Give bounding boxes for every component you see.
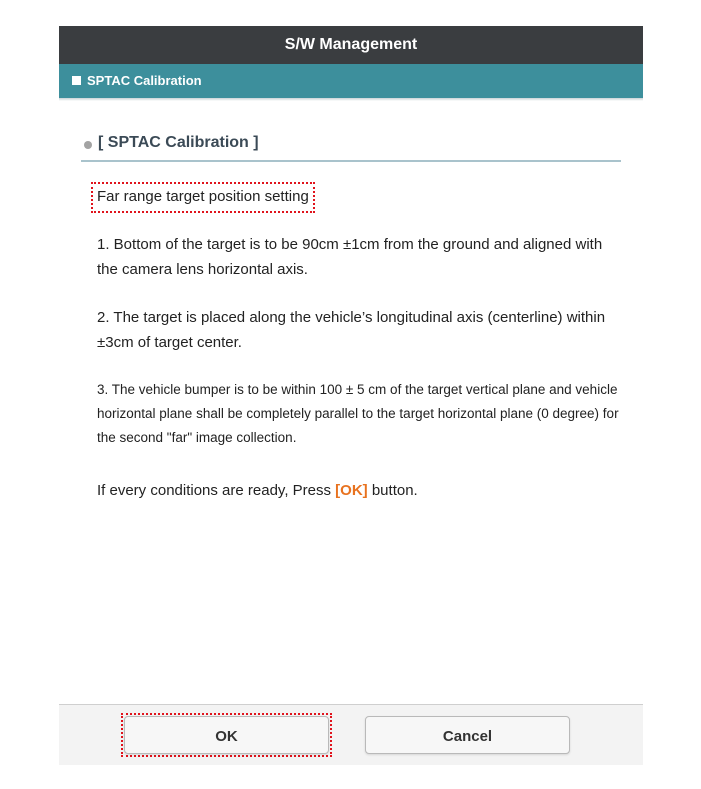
instruction-prefix: If every conditions are ready, Press (97, 482, 336, 499)
button-bar (59, 704, 643, 765)
instruction-text (97, 478, 627, 503)
square-bullet-icon (72, 76, 81, 85)
instruction-suffix: button. (367, 482, 418, 499)
cancel-button[interactable]: Cancel (365, 716, 570, 754)
section-header (81, 132, 621, 162)
window-title: S/W Management (59, 26, 643, 64)
subheader-divider (59, 98, 643, 101)
section-title: [ SPTAC Calibration ] (98, 134, 259, 151)
circle-bullet-icon (84, 141, 92, 149)
subheader-label: SPTAC Calibration (87, 73, 202, 88)
step-2-text: 2. The target is placed along the vehicle’s longitudinal axis (centerline) within ±3cm of target center. (97, 309, 606, 351)
subheader-bar (59, 64, 643, 98)
instruction-ok-keyword: [OK] (335, 482, 368, 499)
step-1-text: 1. Bottom of the target is to be 90cm ±1cm from the ground and aligned with the camera lens horizontal axis. (97, 236, 603, 278)
sw-management-window (59, 26, 643, 764)
highlight-heading: Far range target position setting (91, 182, 315, 213)
ok-button[interactable]: OK (124, 716, 329, 754)
step-3-text: 3. The vehicle bumper is to be within 100 ± 5 cm of the target vertical plane and vehicle horizontal plane shall be completely parallel to the target horizontal plane (0 degree) for the second "far" image collection. (97, 382, 619, 445)
